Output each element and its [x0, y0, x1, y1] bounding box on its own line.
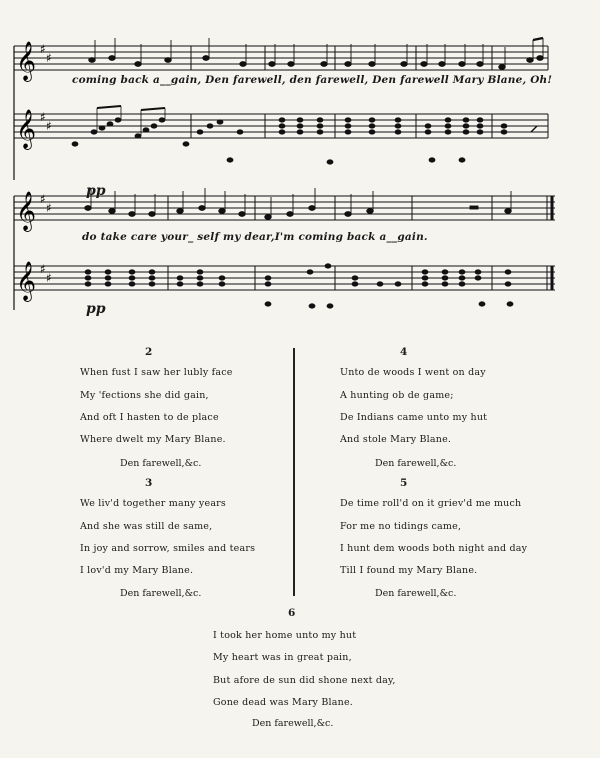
verse-number: 3 — [145, 477, 153, 489]
verse-line: I took her home unto my hut — [213, 630, 357, 641]
dynamic-pianissimo-voice: pp — [86, 183, 106, 199]
svg-text:♯: ♯ — [46, 51, 52, 65]
verse-number: 6 — [288, 607, 296, 619]
staff-piano-treble-2 — [14, 266, 555, 290]
verse-number: 2 — [145, 346, 153, 358]
svg-text:♯: ♯ — [46, 119, 52, 133]
svg-text:♯: ♯ — [40, 262, 46, 276]
verse-line: When fust I saw her lubly face — [80, 367, 233, 378]
column-divider — [293, 348, 295, 596]
treble-clef-icon: 𝄞 — [16, 41, 37, 81]
verse-refrain: Den farewell,&c. — [120, 458, 202, 469]
verse-refrain: Den farewell,&c. — [120, 588, 202, 599]
verse-line: My heart was in great pain, — [213, 652, 352, 663]
lyrics-system-1: coming back a__gain, Den farewell, den farewell, Den farewell Mary Blane, Oh! — [72, 74, 553, 86]
verse-line: And stole Mary Blane. — [340, 434, 452, 445]
dynamic-pianissimo-piano: pp — [86, 301, 106, 317]
lyrics-system-2: do take care your_ self my dear,I'm coming back a__gain. — [82, 231, 428, 243]
verse-line: But afore de sun did shone next day, — [213, 675, 396, 686]
treble-clef-icon: 𝄞 — [16, 109, 37, 149]
verse-refrain: Den farewell,&c. — [252, 718, 334, 729]
svg-text:♯: ♯ — [46, 201, 52, 215]
verse-line: My 'fections she did gain, — [80, 390, 209, 401]
verse-line: In joy and sorrow, smiles and tears — [80, 543, 256, 554]
svg-text:♯: ♯ — [46, 271, 52, 285]
verse-number: 5 — [400, 477, 408, 489]
verse-line: Gone dead was Mary Blane. — [213, 697, 353, 708]
verse-line: For me no tidings came, — [340, 521, 462, 532]
svg-text:♯: ♯ — [40, 192, 46, 206]
final-barline — [547, 196, 552, 290]
svg-text:♯: ♯ — [40, 42, 46, 56]
music-system-1 — [0, 20, 600, 190]
verse-line: De time roll'd on it griev'd me much — [340, 498, 522, 509]
verse-line: I hunt dem woods both night and day — [340, 543, 528, 554]
verse-line: Till I found my Mary Blane. — [340, 565, 478, 576]
verse-refrain: Den farewell,&c. — [375, 588, 457, 599]
verse-line: And oft I hasten to de place — [80, 412, 219, 423]
verse-line: And she was still de same, — [80, 521, 213, 532]
verse-line: Unto de woods I went on day — [340, 367, 486, 378]
treble-clef-icon: 𝄞 — [16, 191, 37, 231]
verse-line: We liv'd together many years — [80, 498, 226, 509]
verse-number: 4 — [400, 346, 408, 358]
verse-line: Where dwelt my Mary Blane. — [80, 434, 226, 445]
verse-refrain: Den farewell,&c. — [375, 458, 457, 469]
verse-line: De Indians came unto my hut — [340, 412, 488, 423]
treble-clef-icon: 𝄞 — [16, 261, 37, 301]
svg-text:♯: ♯ — [40, 110, 46, 124]
verse-line: I lov'd my Mary Blane. — [80, 565, 194, 576]
verse-line: A hunting ob de game; — [340, 390, 454, 401]
